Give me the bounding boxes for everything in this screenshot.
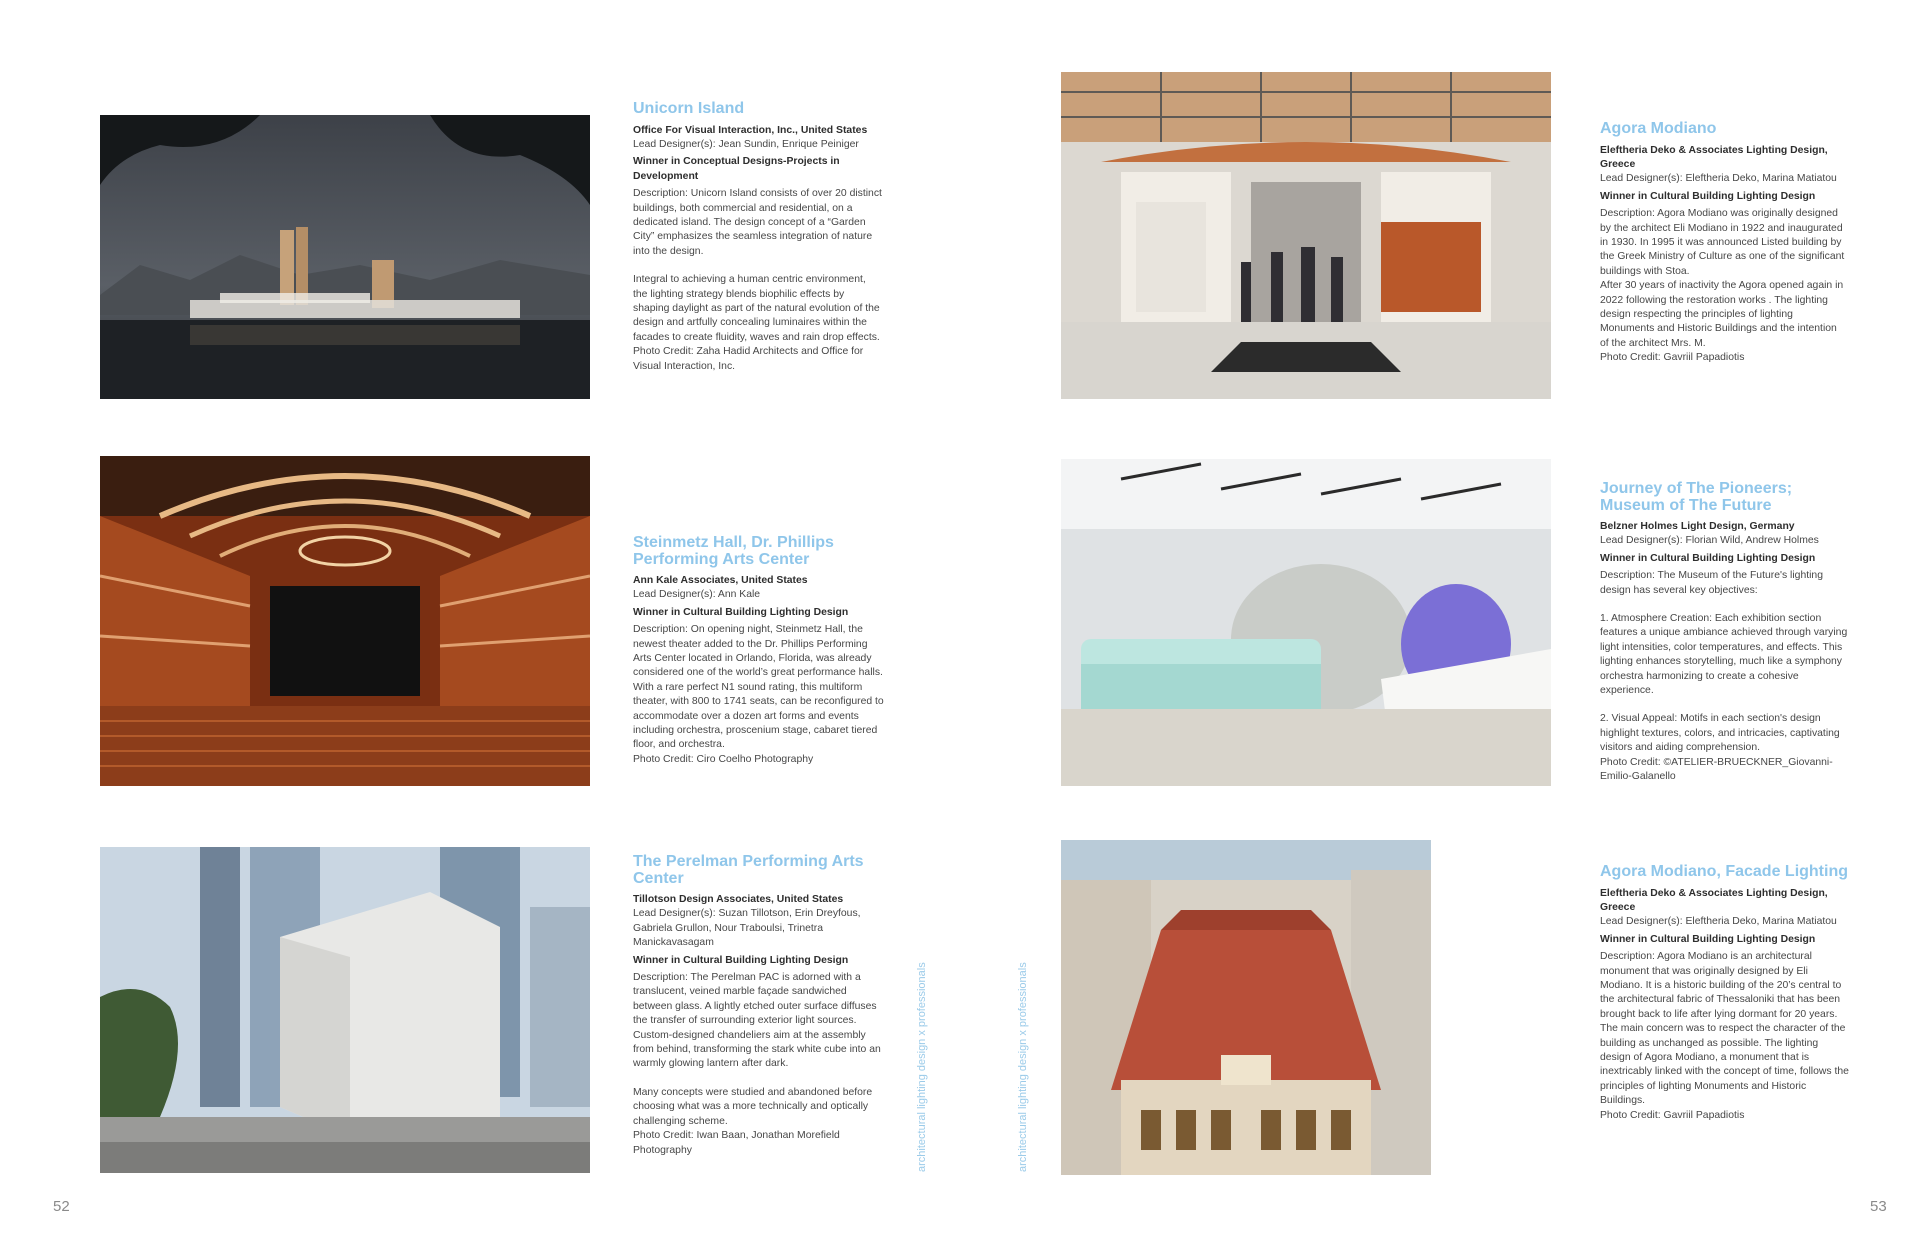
entry-description: Description: On opening night, Steinmetz Hall, the newest theater added to the Dr. Phillips Performing Arts Center located in Orlando, Florida, was already considered one of the world’s great performance halls. With a rare perfect N1 sound rating, this multiform theater, with 800 to 1741 seats, can be reconfigured to accommodate over a dozen art forms and events including orchestra, proscenium stage, cabaret tiered floor, and orchestra.	[633, 624, 884, 751]
entry-photo-credit: Photo Credit: Zaha Hadid Architects and Office for Visual Interaction, Inc.	[633, 346, 864, 372]
entry-agora-modiano	[1600, 121, 1846, 366]
entry-description: Description: Agora Modiano was originally designed by the architect Eli Modiano in 1922 and inaugurated in 1930. In 1995 it was announced Listed building by the Greek Ministry of Culture as one of the significant buildings with Stoa.	[1600, 208, 1845, 277]
photo-perelman-center	[100, 847, 590, 1173]
entry-firm: Belzner Holmes Light Design, Germany	[1600, 521, 1795, 532]
entry-objective-2: 2. Visual Appeal: Motifs in each section's design highlight textures, colors, and intricacies, captivating visitors and aiding comprehension.	[1600, 713, 1840, 754]
photo-agora-modiano	[1061, 72, 1551, 399]
entry-firm: Eleftheria Deko & Associates Lighting Design, Greece	[1600, 887, 1828, 913]
photo-museum-of-the-future	[1061, 459, 1551, 786]
entry-unicorn-island	[633, 101, 883, 374]
entry-photo-credit: Photo Credit: ©ATELIER-BRUECKNER_Giovanni-Emilio-Galanello	[1600, 756, 1833, 783]
entry-photo-credit: Photo Credit: Gavriil Papadiotis	[1600, 1109, 1745, 1121]
entry-firm: Tillotson Design Associates, United States	[633, 894, 844, 905]
entry-title: Steinmetz Hall, Dr. Phillips Performing Arts Center	[633, 534, 834, 568]
entry-agora-modiano-facade	[1600, 864, 1850, 1123]
entry-objective-1: 1. Atmosphere Creation: Each exhibition section features a unique ambiance achieved through varying light intensities, color temperatures, and effects. This lighting enhances storytelling, much like a symphony orchestra harmonizing to create a cohesive experience.	[1600, 613, 1848, 697]
entry-description-2: Integral to achieving a human centric environment, the lighting strategy blends biophilic effects by shaping daylight as part of the natural evolution of the design and artfully concealing luminaires within the facades to create fluidity, waves and rain drop effects.	[633, 274, 880, 343]
entry-description: Description: Unicorn Island consists of over 20 distinct buildings, both commercial and residential, on a dedicated island. The design concept of a “Garden City” emphasizes the seamless integration of nature into the design.	[633, 188, 882, 257]
entry-award: Winner in Cultural Building Lighting Design	[1600, 552, 1816, 564]
entry-lead-designers: Lead Designer(s): Suzan Tillotson, Erin Dreyfous, Gabriela Grullon, Nour Traboulsi, Trinetra Manickavasagam	[633, 908, 861, 949]
entry-award: Winner in Cultural Building Lighting Design	[1600, 190, 1816, 202]
entry-description-2: Many concepts were studied and abandoned before choosing what was a more technically and optically challenging scheme.	[633, 1086, 873, 1127]
entry-title: The Perelman Performing Arts Center	[633, 853, 864, 887]
entry-photo-credit: Photo Credit: Iwan Baan, Jonathan Morefield Photography	[633, 1130, 840, 1156]
vertical-tagline-left: architectural lighting design x professionals	[916, 962, 928, 1172]
page-number-right: 53	[1870, 1198, 1887, 1215]
entry-award: Winner in Conceptual Designs-Projects in Development	[633, 156, 840, 182]
entry-firm: Ann Kale Associates, United States	[633, 575, 808, 586]
entry-description: Description: The Perelman PAC is adorned with a translucent, veined marble façade sandwiched between glass. A lightly etched outer surface diffuses the transfer of surrounding exterior light sources. Custom-designed chandeliers aim at the assembly from behind, transforming the stark white cube into an warmly glowing lantern after dark.	[633, 972, 881, 1070]
entry-title: Agora Modiano	[1600, 120, 1717, 137]
vertical-tagline-right: architectural lighting design x professionals	[1017, 962, 1029, 1172]
entry-lead-designers: Lead Designer(s): Ann Kale	[633, 589, 761, 601]
entry-museum-of-the-future	[1600, 481, 1850, 785]
entry-firm: Eleftheria Deko & Associates Lighting Design, Greece	[1600, 144, 1828, 170]
entry-description: Description: The Museum of the Future's lighting design has several key objectives:	[1600, 570, 1823, 596]
photo-agora-modiano-facade	[1061, 840, 1431, 1175]
entry-lead-designers: Lead Designer(s): Eleftheria Deko, Marina Matiatou	[1600, 173, 1837, 185]
entry-description-continued: After 30 years of inactivity the Agora opened again in 2022 following the restoration works . The lighting design respecting the principles of lighting Monuments and Historic Buildings and the intention of the architect Mrs. M.	[1600, 280, 1844, 349]
entry-perelman-center	[633, 854, 885, 1158]
photo-steinmetz-hall	[100, 456, 590, 786]
entry-description: Description: Agora Modiano is an architectural monument that was originally designed by Eli Modiano. It is a historic building of the 20’s central to the architectural fabric of Thessaloniki that has been brought back to life after lying dormant for 20 years. The main concern was to respect the character of the building as unchanged as possible. The lighting design of Agora Modiano, a monument that is inextricably linked with the concept of time, follows the principles of lighting Monuments and Historic Buildings.	[1600, 951, 1849, 1107]
entry-steinmetz-hall	[633, 535, 885, 767]
photo-unicorn-island	[100, 115, 590, 399]
entry-lead-designers: Lead Designer(s): Eleftheria Deko, Marina Matiatou	[1600, 916, 1837, 928]
entry-lead-designers: Lead Designer(s): Florian Wild, Andrew Holmes	[1600, 535, 1819, 547]
entry-title: Agora Modiano, Facade Lighting	[1600, 863, 1848, 880]
entry-photo-credit: Photo Credit: Ciro Coelho Photography	[633, 753, 814, 765]
entry-lead-designers: Lead Designer(s): Jean Sundin, Enrique Peiniger	[633, 138, 859, 150]
entry-award: Winner in Cultural Building Lighting Design	[633, 954, 849, 966]
entry-photo-credit: Photo Credit: Gavriil Papadiotis	[1600, 352, 1745, 364]
entry-award: Winner in Cultural Building Lighting Design	[1600, 933, 1816, 945]
entry-award: Winner in Cultural Building Lighting Design	[633, 606, 849, 618]
entry-firm: Office For Visual Interaction, Inc., United States	[633, 124, 868, 136]
entry-title: Unicorn Island	[633, 100, 745, 117]
entry-title: Journey of The Pioneers; Museum of The Future	[1600, 480, 1793, 514]
page-number-left: 52	[53, 1198, 70, 1215]
